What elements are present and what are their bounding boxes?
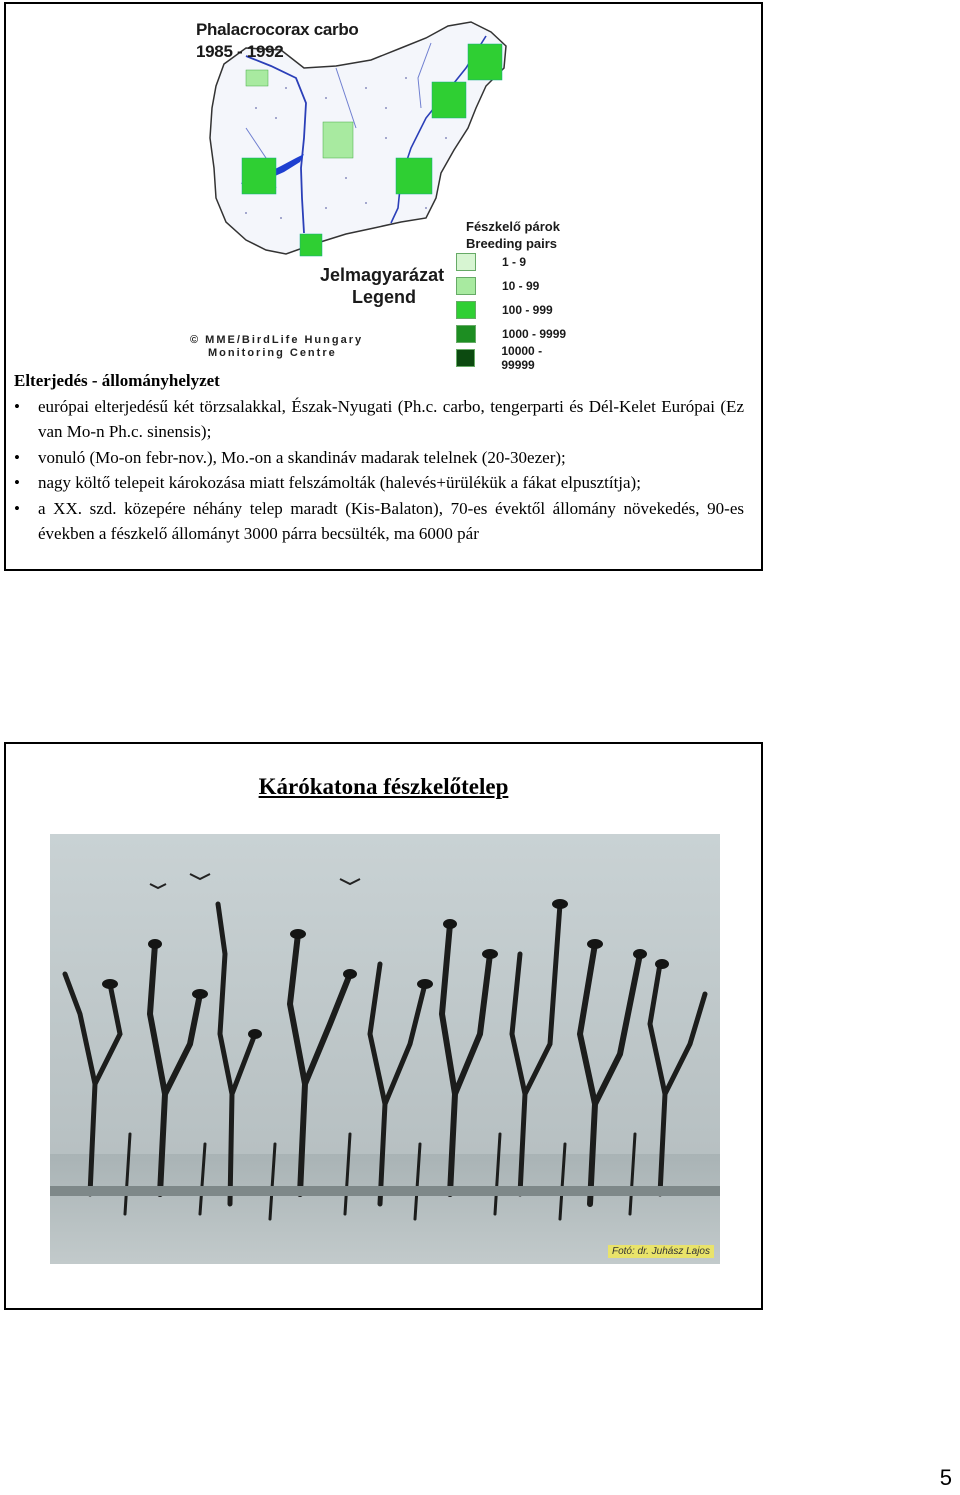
reed-line — [50, 1186, 720, 1196]
legend-item — [456, 344, 576, 372]
colony-photo-graphic — [50, 834, 720, 1264]
distribution-text — [14, 368, 744, 547]
bullet-icon: • — [14, 473, 20, 492]
slide-distribution — [4, 2, 763, 571]
bullet-item — [14, 445, 744, 471]
legend-heading-hu: Jelmagyarázat — [320, 265, 445, 285]
map-title-years: 1985 - 1992 — [196, 42, 284, 61]
legend-label: 100 - 999 — [502, 303, 553, 317]
photo-credit: Fotó: dr. Juhász Lajos — [608, 1245, 714, 1258]
legend-item — [456, 300, 553, 320]
distribution-map — [186, 8, 581, 372]
bullet-item — [14, 470, 744, 496]
colony-photo — [50, 834, 720, 1264]
colony-square — [242, 158, 276, 194]
bullet-icon: • — [14, 447, 20, 467]
bullet-text: a XX. szd. közepére néhány telep maradt (Kis-Balaton), 70-es évektől állomány növekedés, 90-es években a fészkelő állományt 3000 párra becsülték, ma 6000 pár — [38, 498, 744, 543]
map-title-species: Phalacrocorax carbo — [196, 20, 359, 39]
bullet-icon: • — [14, 498, 20, 518]
page-number: 5 — [939, 1465, 952, 1490]
copyright-line: © MME/BirdLife Hungary — [190, 334, 364, 346]
legend-swatch — [456, 349, 475, 367]
slide-title — [6, 774, 761, 800]
legend-label: 10000 - 99999 — [501, 344, 543, 372]
colony-square — [396, 158, 432, 194]
legend-label: 10 - 99 — [502, 279, 540, 293]
slide-title-text: Kárókatona fészkelőtelep — [258, 774, 509, 799]
bullet-icon: • — [14, 396, 20, 416]
legend-swatch — [456, 277, 476, 295]
colony-square — [300, 234, 322, 256]
colony-square — [468, 44, 502, 80]
legend-list — [456, 252, 576, 372]
colony-square — [432, 82, 466, 118]
legend-item — [456, 324, 566, 344]
legend-item — [456, 252, 526, 272]
bullet-text: európai elterjedésű két törzsalakkal, Észak-Nyugati (Ph.c. carbo, tengerparti és Dél-Kelet Európai (Ez van Mo-n Ph.c. sinensis); — [38, 396, 744, 441]
legend-title-hu: Fészkelő párok — [466, 219, 560, 234]
legend-item — [456, 276, 539, 296]
legend-heading-en: Legend — [352, 287, 417, 307]
legend-breeding-pairs — [466, 218, 560, 252]
map-copyright — [190, 334, 400, 360]
legend-label: 1000 - 9999 — [502, 327, 567, 341]
bullet-item — [14, 496, 744, 547]
legend-title-en: Breeding pairs — [466, 236, 558, 251]
legend-label: 1 - 9 — [502, 255, 527, 269]
legend-heading — [320, 264, 444, 308]
legend-swatch — [456, 253, 476, 271]
bullet-text: vonuló (Mo-on febr-nov.), Mo.-on a skandináv madarak telelnek (20-30ezer); — [38, 447, 566, 467]
copyright-line: Monitoring Centre — [208, 347, 337, 359]
section-heading: Elterjedés - állományhelyzet — [14, 371, 220, 390]
colony-square — [246, 70, 268, 86]
colony-square — [323, 122, 353, 158]
slide-colony-photo — [4, 742, 763, 1310]
bullet-item — [14, 394, 744, 445]
legend-swatch — [456, 301, 476, 319]
bullet-text: nagy költő telepeit károkozása miatt felszámolták (halevés+ürülékük a fákat elpusztítja); — [38, 473, 641, 492]
legend-swatch — [456, 325, 476, 343]
